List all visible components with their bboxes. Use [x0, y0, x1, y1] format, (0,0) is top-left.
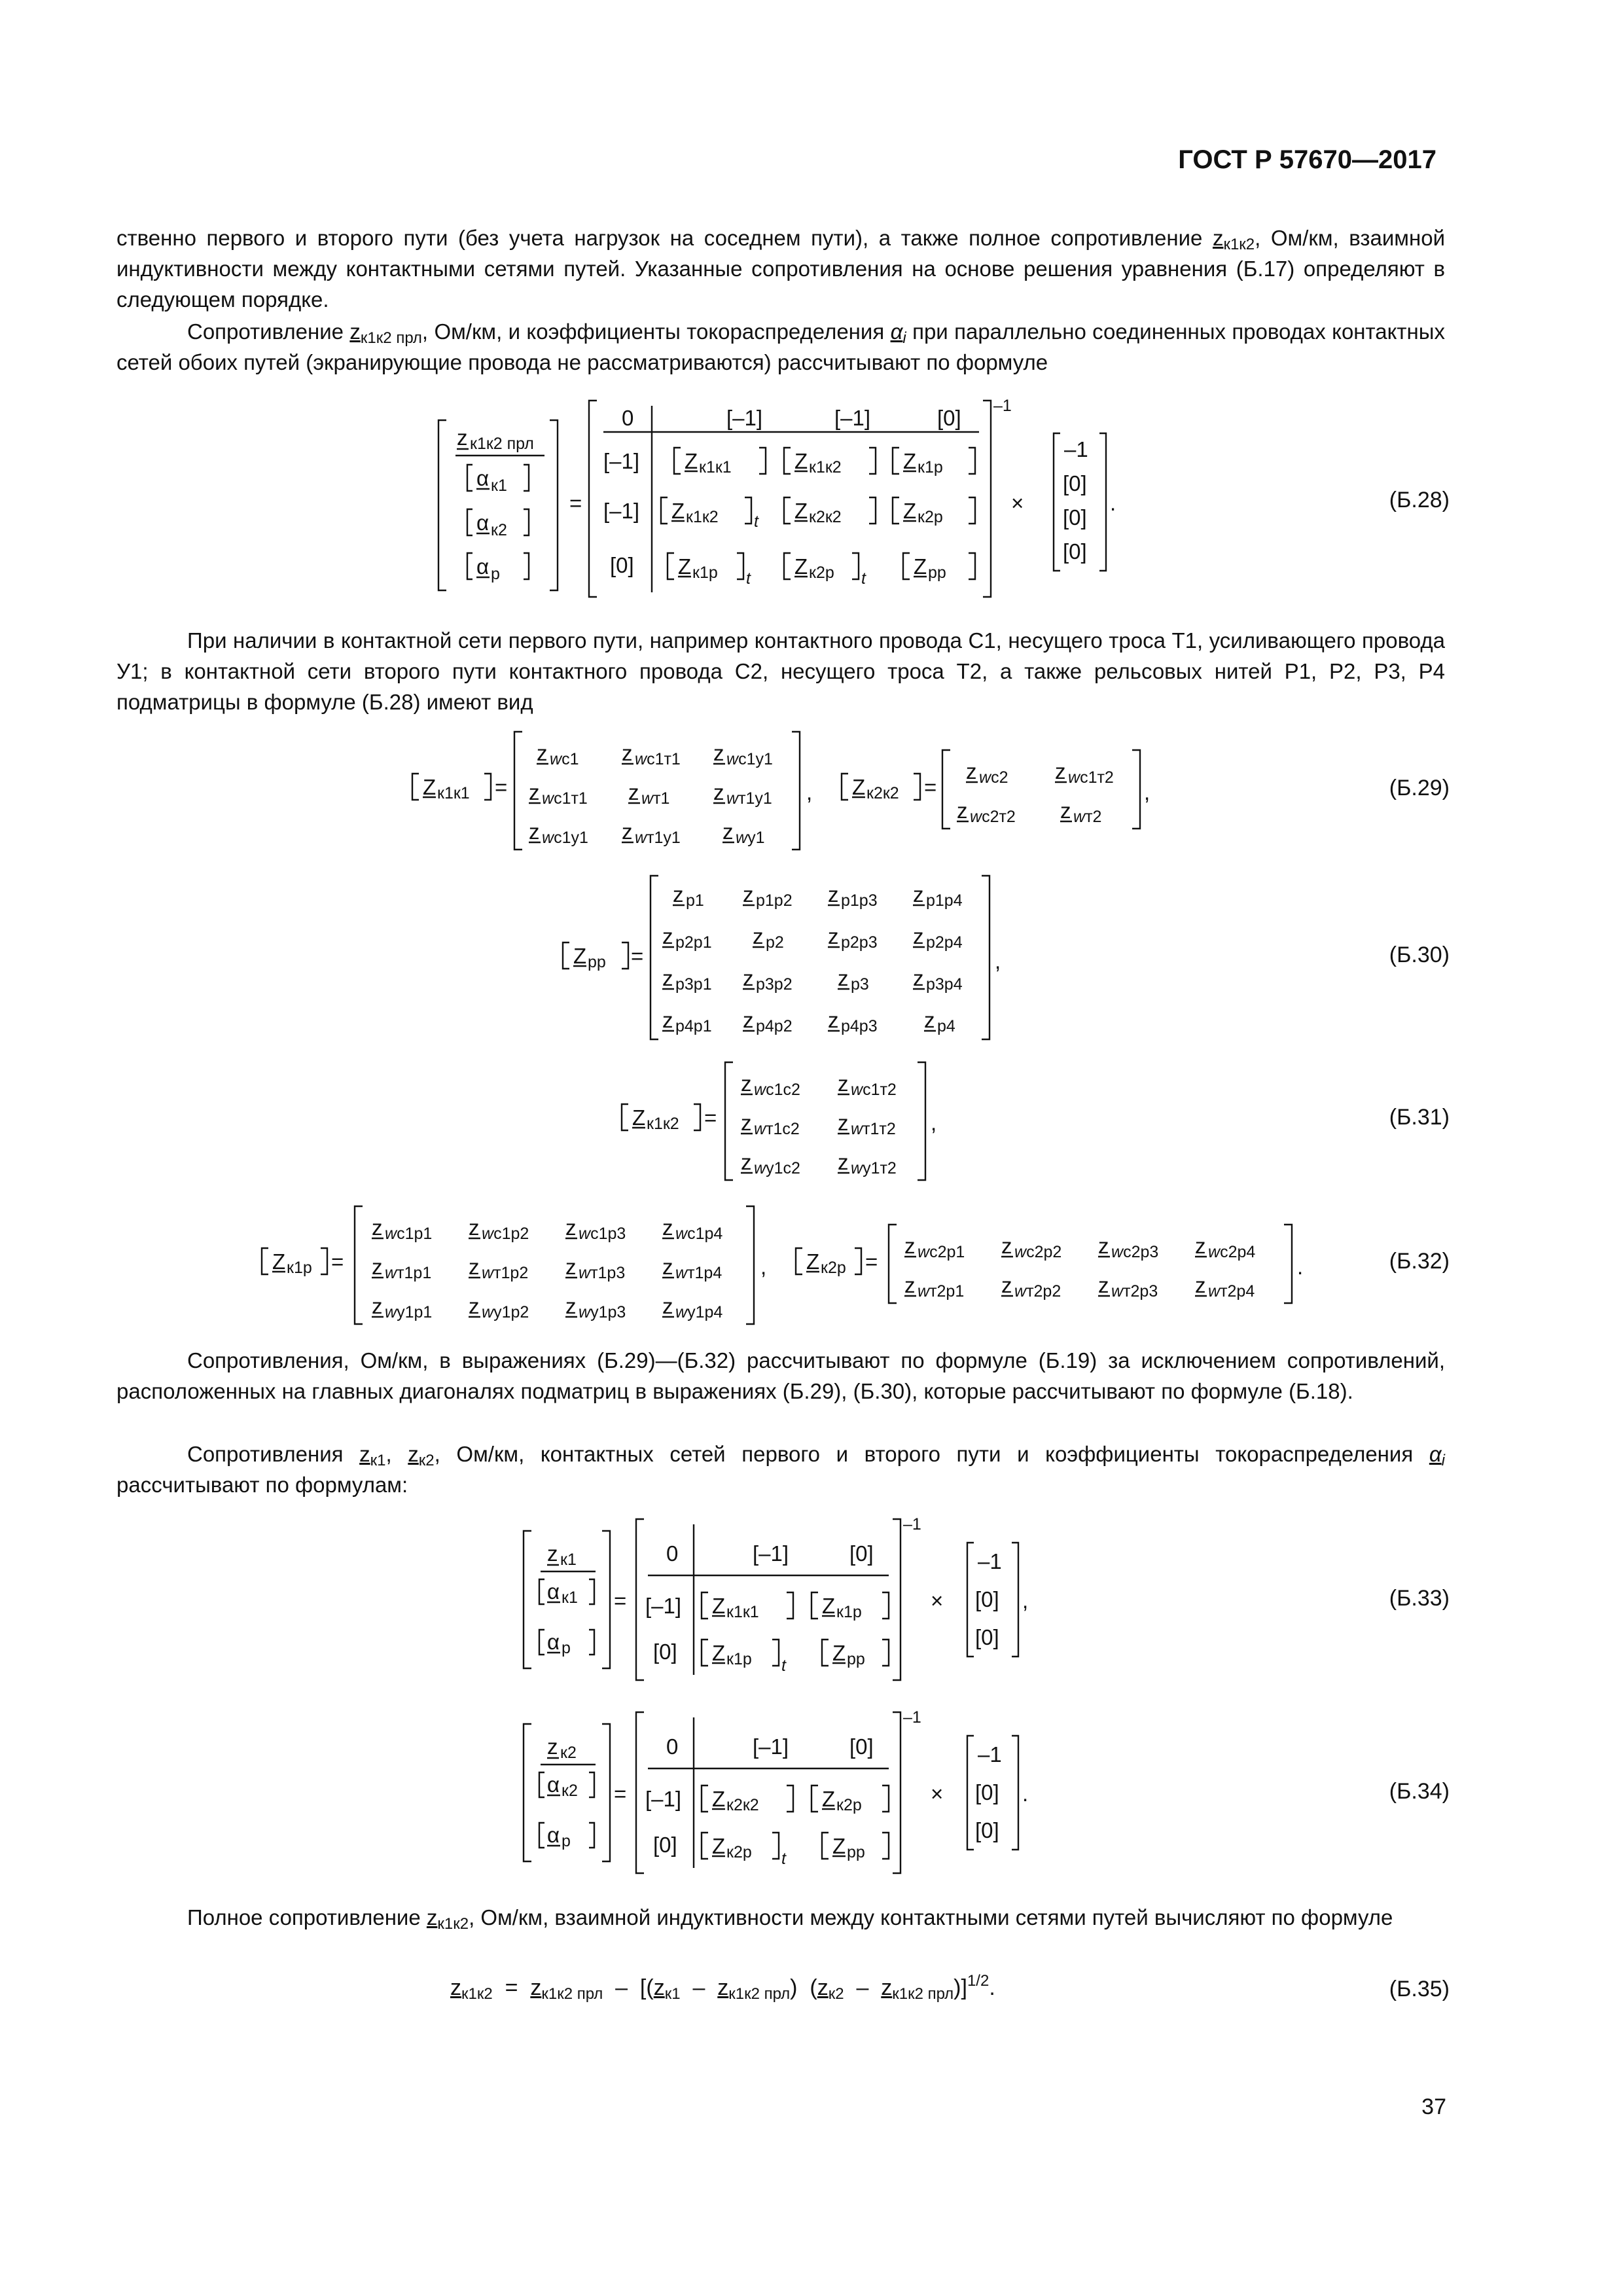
equation-number: (Б.32) [1389, 1249, 1450, 1274]
svg-text:wт2: wт2 [1073, 808, 1102, 826]
svg-text:wу1с2: wу1с2 [754, 1159, 800, 1177]
svg-text:[–1]: [–1] [753, 1734, 789, 1759]
svg-text:к1р: к1р [726, 1650, 752, 1668]
svg-text:z: z [743, 882, 754, 906]
svg-text:[0]: [0] [653, 1833, 677, 1857]
svg-text:z: z [741, 1071, 752, 1096]
equation-b30 [556, 870, 1080, 1047]
svg-text:[–1]: [–1] [726, 406, 763, 430]
svg-text:wс2: wс2 [979, 768, 1008, 787]
svg-text:z: z [722, 819, 734, 844]
svg-text:Z: Z [806, 1249, 820, 1274]
svg-text:Z: Z [794, 554, 808, 579]
svg-text:wт1: wт1 [641, 789, 670, 808]
svg-text:Z: Z [712, 1641, 726, 1665]
svg-text:,: , [1144, 780, 1150, 804]
svg-text:р1: р1 [686, 891, 704, 910]
equation-number: (Б.28) [1389, 488, 1450, 512]
svg-text:[0]: [0] [849, 1734, 874, 1759]
svg-text:к2к2: к2к2 [809, 508, 842, 526]
svg-text:wс1у1: wс1у1 [542, 829, 588, 847]
svg-text:к1к2: к1к2 [686, 508, 719, 526]
svg-text:Z: Z [832, 1834, 846, 1858]
svg-text:wт1р4: wт1р4 [675, 1264, 722, 1282]
svg-text:t: t [754, 512, 758, 531]
svg-text:z: z [565, 1255, 577, 1279]
svg-text:z: z [662, 1294, 673, 1318]
svg-text:Z: Z [712, 1594, 726, 1618]
equation-b29 [406, 726, 1191, 857]
equation-b32 [255, 1201, 1368, 1332]
svg-text:z: z [743, 966, 754, 990]
svg-text:[0]: [0] [975, 1587, 999, 1611]
svg-text:Z: Z [685, 449, 698, 473]
svg-text:–1: –1 [903, 1708, 921, 1727]
svg-text:z: z [904, 1234, 916, 1258]
svg-text:р3р4: р3р4 [926, 975, 963, 994]
svg-text:wс2т2: wс2т2 [970, 808, 1016, 826]
svg-text:0: 0 [666, 1734, 679, 1759]
svg-text:р1р2: р1р2 [756, 891, 793, 910]
svg-text:рр: рр [847, 1650, 865, 1668]
paragraph-calc-note: Сопротивления, Ом/км, в выражениях (Б.29)—(Б.32) рассчитывают по формуле (Б.19) за исключением сопротивлений, расположенных на главных диагоналях подматриц в выражениях (Б.29), (Б.30), которые рассчитывают по формуле (Б.18). [116, 1348, 1445, 1403]
svg-text:wс1: wс1 [550, 750, 579, 768]
svg-text:wс1т1: wс1т1 [635, 750, 681, 768]
svg-text:wу1: wу1 [736, 829, 765, 847]
svg-text:z: z [372, 1215, 383, 1240]
svg-text:Z: Z [573, 944, 587, 968]
svg-text:×: × [931, 1782, 944, 1806]
svg-text:wу1р2: wу1р2 [482, 1303, 529, 1321]
svg-text:z: z [1001, 1273, 1012, 1297]
svg-text:р3р2: р3р2 [756, 975, 793, 994]
text-run: , Ом/км, и коэффициенты токораспределения [421, 319, 891, 344]
svg-text:[0]: [0] [1063, 471, 1087, 495]
svg-text:=: = [331, 1249, 344, 1274]
svg-text:[0]: [0] [1063, 505, 1087, 529]
svg-text:wс2р3: wс2р3 [1111, 1243, 1159, 1261]
paragraph-resistances: Сопротивления $z_{к1}$, $z_{к2}$, Ом/км, контактных сетей первого и второго пути и коэффициенты токораспределения $\alpha_i$ рассчитывают по формулам: [116, 1442, 1445, 1497]
text-run: при параллельно соединенных проводах контактных сетей обоих путей (экранирующие провода не рассматриваются) рассчитывают по формуле [116, 319, 1445, 374]
svg-text:wс1с2: wс1с2 [754, 1081, 800, 1099]
svg-text:рр: рр [847, 1843, 865, 1861]
svg-text:wс1т2: wс1т2 [1068, 768, 1114, 787]
svg-text:z: z [828, 1008, 839, 1032]
svg-text:wт1р1: wт1р1 [385, 1264, 432, 1282]
equation-b28 [432, 393, 1217, 602]
svg-text:[0]: [0] [1063, 539, 1087, 564]
equation-number: (Б.29) [1389, 776, 1450, 800]
svg-text:=: = [631, 944, 644, 968]
svg-text:z: z [713, 741, 724, 765]
text-run: Полное сопротивление [187, 1905, 427, 1929]
svg-text:,: , [806, 780, 813, 804]
svg-text:[0]: [0] [610, 553, 634, 577]
equation-b33 [517, 1515, 1106, 1685]
svg-text:z: z [838, 1071, 849, 1096]
svg-text:z: z [838, 1150, 849, 1174]
svg-text:wу1р3: wу1р3 [579, 1303, 626, 1321]
text-run: ственно первого и второго пути (без учета нагрузок на соседнем пути), а также полное сопротивление [116, 226, 1213, 250]
svg-text:к2к2: к2к2 [726, 1796, 759, 1814]
svg-text:z: z [372, 1294, 383, 1318]
svg-text:z: z [743, 1008, 754, 1032]
svg-text:z: z [662, 1215, 673, 1240]
svg-text:–1: –1 [978, 1742, 1002, 1767]
svg-text:[–1]: [–1] [603, 499, 640, 523]
paragraph-submatrices: При наличии в контактной сети первого пути, например контактного провода С1, несущего троса Т1, усиливающего провода У1; в контактной сети второго пути контактного провода С2, несущего троса Т2, а также рельсовых нитей Р1, Р2, Р3, Р4 подматрицы в формуле (Б.28) имеют вид [116, 628, 1445, 714]
svg-text:wс2р2: wс2р2 [1014, 1243, 1062, 1261]
svg-text:z: z [622, 741, 633, 765]
svg-text:z: z [913, 924, 924, 948]
equation-b31 [615, 1057, 1008, 1188]
svg-text:z: z [469, 1215, 480, 1240]
svg-text:к1р: к1р [692, 564, 718, 582]
equation-number: (Б.31) [1389, 1105, 1450, 1130]
svg-text:z: z [469, 1255, 480, 1279]
text-run: Сопротивления [187, 1442, 360, 1466]
svg-text:z: z [1098, 1234, 1109, 1258]
text-run: Сопротивление [187, 319, 350, 344]
svg-text:×: × [931, 1588, 944, 1613]
svg-text:–1: –1 [903, 1515, 921, 1534]
svg-text:=: = [614, 1782, 627, 1806]
svg-text:к2к2: к2к2 [866, 784, 899, 802]
svg-text:р3р1: р3р1 [675, 975, 712, 994]
svg-text:р2р1: р2р1 [675, 933, 712, 952]
svg-text:Z: Z [678, 554, 692, 579]
svg-text:Z: Z [914, 554, 927, 579]
svg-text:z: z [529, 780, 540, 804]
svg-text:wу1р1: wу1р1 [385, 1303, 433, 1321]
svg-text:wт1р3: wт1р3 [579, 1264, 626, 1282]
svg-text:wс1р2: wс1р2 [482, 1225, 529, 1243]
svg-text:р: р [562, 1832, 571, 1850]
svg-text:=: = [614, 1588, 627, 1613]
svg-text:z: z [547, 1734, 558, 1759]
svg-text:к2: к2 [560, 1744, 577, 1762]
svg-text:к2: к2 [491, 521, 507, 539]
svg-text:z: z [662, 1008, 673, 1032]
paragraph-resistance: Сопротивление $z_{к1к2 прл}$, Ом/км, и коэффициенты токораспределения $\alpha_i$ при параллельно соединенных проводах контактных сетей обоих путей (экранирующие провода не рассматриваются) рассчитывают по формуле [116, 319, 1445, 374]
svg-text:р: р [491, 565, 500, 583]
svg-text:[0]: [0] [975, 1780, 999, 1804]
svg-text:z: z [537, 741, 548, 765]
svg-text:z: z [372, 1255, 383, 1279]
svg-text:к1к1: к1к1 [437, 784, 470, 802]
svg-text:к2р: к2р [918, 508, 943, 526]
svg-text:,: , [995, 949, 1001, 973]
svg-text:z: z [1055, 759, 1066, 783]
svg-text:wс2р4: wс2р4 [1208, 1243, 1256, 1261]
svg-text:=: = [569, 491, 582, 515]
svg-text:z: z [828, 882, 839, 906]
svg-text:р2р4: р2р4 [926, 933, 963, 952]
svg-text:–1: –1 [1064, 437, 1088, 461]
svg-text:Z: Z [903, 499, 917, 523]
equation-number: (Б.34) [1389, 1779, 1450, 1804]
svg-text:α: α [476, 554, 490, 579]
svg-text:α: α [547, 1772, 560, 1797]
svg-text:к1к1: к1к1 [726, 1603, 759, 1621]
svg-text:z: z [628, 780, 639, 804]
svg-text:z: z [741, 1111, 752, 1135]
svg-text:к1р: к1р [287, 1259, 312, 1277]
svg-text:0: 0 [622, 406, 634, 430]
paragraph-intro: ственно первого и второго пути (без учета нагрузок на соседнем пути), а также полное сопротивление $z_{к1к2}$, Ом/км, взаимной индуктивности между контактными сетями путей. Указанные сопротивления на основе решения уравнения (Б.17) определяют в следующем порядке. [116, 226, 1446, 312]
svg-text:wт1у1: wт1у1 [635, 829, 681, 847]
svg-text:0: 0 [666, 1541, 679, 1566]
svg-text:z: z [1001, 1234, 1012, 1258]
svg-text:z: z [662, 1255, 673, 1279]
svg-text:α: α [547, 1823, 560, 1847]
svg-text:z: z [565, 1294, 577, 1318]
svg-text:wт1т2: wт1т2 [851, 1120, 896, 1138]
svg-text:к1к2: к1к2 [809, 458, 842, 476]
svg-text:Z: Z [903, 449, 917, 473]
svg-text:[–1]: [–1] [645, 1787, 682, 1811]
svg-text:Z: Z [632, 1105, 646, 1130]
svg-text:wт2р4: wт2р4 [1208, 1282, 1255, 1300]
svg-text:к2р: к2р [726, 1843, 752, 1861]
equation-number: (Б.30) [1389, 942, 1450, 967]
svg-text:р1р4: р1р4 [926, 891, 963, 910]
svg-text:z: z [1195, 1273, 1206, 1297]
svg-text:wт2р2: wт2р2 [1014, 1282, 1061, 1300]
svg-text:.: . [1297, 1255, 1304, 1279]
svg-text:,: , [931, 1111, 937, 1135]
svg-text:рр: рр [588, 953, 606, 971]
svg-text:к2р: к2р [809, 564, 834, 582]
svg-text:wт2р1: wт2р1 [918, 1282, 965, 1300]
svg-text:Z: Z [712, 1787, 726, 1811]
svg-text:wт2р3: wт2р3 [1111, 1282, 1158, 1300]
svg-text:t: t [781, 1850, 786, 1868]
svg-text:z: z [529, 819, 540, 844]
svg-text:z: z [957, 798, 968, 823]
svg-text:α: α [476, 511, 490, 535]
svg-text:z: z [547, 1541, 558, 1566]
svg-text:к1: к1 [562, 1588, 578, 1607]
svg-text:z: z [469, 1294, 480, 1318]
svg-text:z: z [838, 966, 849, 990]
equation-b34 [517, 1708, 1106, 1878]
svg-text:wс2р1: wс2р1 [918, 1243, 965, 1261]
svg-text:z: z [828, 924, 839, 948]
text-run: рассчитывают по формулам: [116, 1473, 408, 1497]
svg-text:к1: к1 [560, 1551, 577, 1569]
svg-text:р4р2: р4р2 [756, 1017, 793, 1035]
svg-text:z: z [913, 882, 924, 906]
svg-text:[0]: [0] [849, 1541, 874, 1566]
svg-text:z: z [622, 819, 633, 844]
svg-text:t: t [861, 569, 866, 588]
svg-text:wу1р4: wу1р4 [675, 1303, 723, 1321]
svg-text:р2р3: р2р3 [841, 933, 878, 952]
svg-text:t: t [781, 1657, 786, 1675]
svg-text:wс1р1: wс1р1 [385, 1225, 433, 1243]
svg-text:z: z [662, 924, 673, 948]
svg-text:к1к2: к1к2 [647, 1115, 679, 1133]
svg-text:z: z [1060, 798, 1071, 823]
svg-text:Z: Z [852, 775, 866, 799]
svg-text:z: z [1195, 1234, 1206, 1258]
svg-text:wс1р4: wс1р4 [675, 1225, 723, 1243]
svg-text:α: α [547, 1579, 560, 1604]
svg-text:[–1]: [–1] [603, 449, 640, 473]
svg-text:z: z [913, 966, 924, 990]
svg-text:[0]: [0] [937, 406, 961, 430]
svg-text:z: z [713, 780, 724, 804]
svg-text:[–1]: [–1] [834, 406, 871, 430]
svg-text:р4р1: р4р1 [675, 1017, 712, 1035]
svg-text:,: , [760, 1255, 767, 1279]
svg-text:[0]: [0] [653, 1640, 677, 1664]
svg-text:[–1]: [–1] [753, 1541, 789, 1566]
svg-text:Z: Z [832, 1641, 846, 1665]
page-number: 37 [1421, 2094, 1446, 2119]
svg-text:z: z [741, 1150, 752, 1174]
svg-text:к2р: к2р [836, 1796, 862, 1814]
svg-text:Z: Z [822, 1594, 836, 1618]
svg-text:z: z [838, 1111, 849, 1135]
svg-text:z: z [904, 1273, 916, 1297]
equation-b35: $z_{к1к2} = z_{к1к2 прл} - [(z_{к1} - z_{к1к2 прл})$ $(z_{к2} - z_{к1к2 прл})]^{1/2}$. [450, 1972, 995, 2003]
svg-text:t: t [746, 569, 751, 588]
standard-header: ГОСТ Р 57670—2017 [1178, 145, 1436, 174]
svg-text:z: z [565, 1215, 577, 1240]
svg-text:р4р3: р4р3 [841, 1017, 878, 1035]
svg-text:=: = [924, 775, 937, 799]
svg-text:р4: р4 [937, 1017, 955, 1035]
paragraph-full-resistance: Полное сопротивление $z_{к1к2}$, Ом/км, взаимной индуктивности между контактными сетями путей вычисляют по формуле [187, 1905, 1393, 1933]
svg-text:z: z [924, 1008, 935, 1032]
svg-text:α: α [476, 466, 490, 490]
svg-text:wс1у1: wс1у1 [726, 750, 773, 768]
svg-text:z: z [966, 759, 977, 783]
svg-text:к1к1: к1к1 [699, 458, 732, 476]
svg-text:z: z [753, 924, 764, 948]
svg-text:wс1т2: wс1т2 [851, 1081, 897, 1099]
equation-number: (Б.33) [1389, 1586, 1450, 1611]
text-run: , Ом/км, взаимной индуктивности между контактными сетями путей. Указанные сопротивления на основе решения уравнения (Б.17) определяют в следующем порядке. [116, 226, 1446, 312]
text-run: , Ом/км, взаимной индуктивности между контактными сетями путей вычисляют по формуле [469, 1905, 1393, 1929]
svg-text:wт1у1: wт1у1 [726, 789, 772, 808]
svg-text:=: = [704, 1105, 717, 1130]
svg-text:к2: к2 [562, 1782, 578, 1800]
svg-text:Z: Z [794, 499, 808, 523]
svg-text:к2р: к2р [821, 1259, 846, 1277]
svg-text:z: z [662, 966, 673, 990]
svg-text:.: . [1110, 491, 1116, 515]
svg-text:wт1р2: wт1р2 [482, 1264, 529, 1282]
svg-text:,: , [1022, 1588, 1029, 1613]
svg-text:[–1]: [–1] [645, 1594, 682, 1618]
svg-text:=: = [495, 775, 508, 799]
svg-text:к1р: к1р [918, 458, 943, 476]
svg-text:wт1с2: wт1с2 [754, 1120, 800, 1138]
svg-text:wу1т2: wу1т2 [851, 1159, 897, 1177]
svg-text:wс1р3: wс1р3 [579, 1225, 626, 1243]
svg-text:–1: –1 [978, 1549, 1002, 1573]
svg-text:Z: Z [712, 1834, 726, 1858]
svg-text:р3: р3 [851, 975, 869, 994]
svg-text:z: z [457, 425, 468, 450]
svg-text:[0]: [0] [975, 1818, 999, 1842]
svg-text:×: × [1011, 491, 1024, 515]
svg-text:к1к2 прл: к1к2 прл [470, 435, 534, 453]
svg-text:[0]: [0] [975, 1625, 999, 1649]
text-run: , Ом/км, контактных сетей первого и второго пути и коэффициенты токораспределения [434, 1442, 1429, 1466]
svg-text:wс1т1: wс1т1 [542, 789, 588, 808]
svg-text:рр: рр [928, 564, 946, 582]
svg-text:р1р3: р1р3 [841, 891, 878, 910]
svg-text:=: = [865, 1249, 878, 1274]
svg-text:р: р [562, 1639, 571, 1657]
svg-text:Z: Z [822, 1787, 836, 1811]
svg-text:Z: Z [671, 499, 685, 523]
svg-text:.: . [1022, 1782, 1029, 1806]
svg-text:z: z [673, 882, 684, 906]
svg-text:–1: –1 [993, 397, 1012, 415]
svg-text:α: α [547, 1630, 560, 1654]
svg-text:Z: Z [272, 1249, 286, 1274]
svg-text:Z: Z [423, 775, 437, 799]
svg-text:z: z [1098, 1273, 1109, 1297]
svg-text:р2: р2 [766, 933, 784, 952]
svg-text:к1р: к1р [836, 1603, 862, 1621]
equation-number: (Б.35) [1389, 1977, 1450, 2001]
svg-text:Z: Z [794, 449, 808, 473]
svg-text:к1: к1 [491, 476, 507, 495]
